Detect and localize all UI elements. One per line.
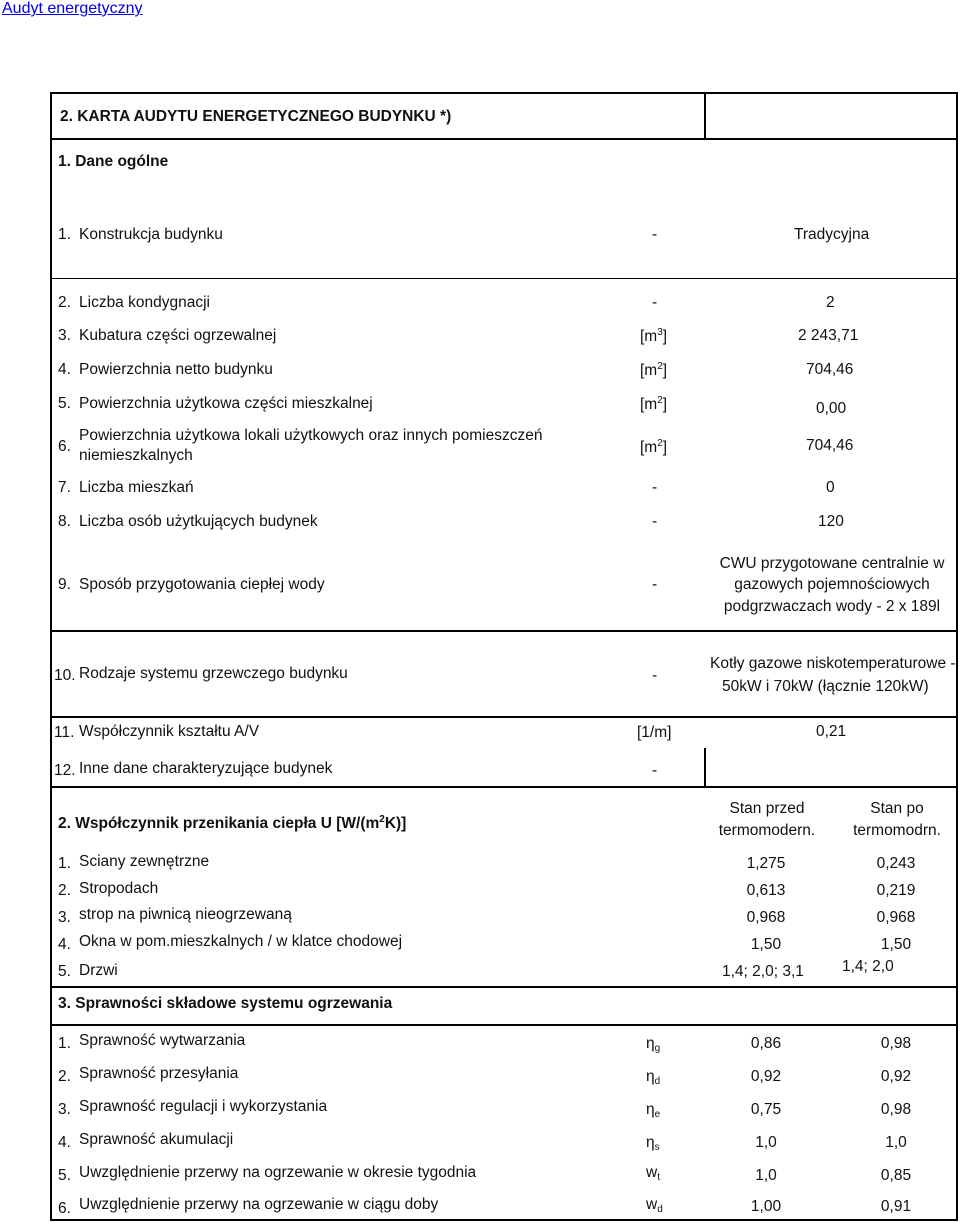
row-label: Sprawność przesyłania [79, 1065, 239, 1082]
unit-sup: 2 [657, 438, 663, 449]
rule [706, 92, 958, 94]
rule [50, 986, 958, 988]
row-label: Liczba osób użytkujących budynek [79, 513, 318, 530]
unit-end: ] [662, 362, 668, 379]
row-unit: - [652, 667, 658, 684]
symbol-sub: g [654, 1043, 661, 1054]
row-unit: - [652, 479, 658, 496]
row-symbol [646, 1164, 660, 1184]
row-number: 3. [58, 909, 71, 926]
row-unit: - [652, 576, 658, 593]
value-after: 0,98 [880, 1035, 912, 1052]
row-unit: - [652, 513, 658, 530]
row-unit [640, 327, 667, 346]
row-number: 2. [58, 882, 71, 899]
unit-sup: 3 [657, 327, 663, 338]
row-unit: - [652, 226, 658, 243]
heading-sup: 2 [379, 814, 385, 825]
rule [50, 630, 958, 632]
value-before: 0,968 [746, 909, 786, 926]
symbol: w [646, 1196, 658, 1213]
row-number: 6. [58, 438, 71, 455]
row-label: Sciany zewnętrzne [79, 853, 210, 870]
value-after: 1,0 [885, 1134, 907, 1151]
row-label: Kubatura części ogrzewalnej [79, 327, 277, 344]
col-header-after: Stan po [870, 800, 924, 817]
rule [50, 278, 958, 279]
row-label: Powierzchnia użytkowa części mieszkalnej [79, 395, 373, 412]
row-number: 12. [54, 762, 76, 779]
row-label: Drzwi [79, 962, 118, 979]
value-after: 0,968 [876, 909, 916, 926]
row-symbol [646, 1068, 660, 1088]
row-number: 10. [54, 667, 76, 684]
row-number: 5. [58, 395, 71, 412]
rule [704, 92, 706, 140]
row-value: Tradycyjna [794, 226, 870, 243]
row-label: Powierzchnia netto budynku [79, 361, 273, 378]
row-value: 0 [826, 479, 835, 496]
symbol: η [646, 1035, 655, 1052]
row-value: 120 [818, 513, 844, 530]
value-before: 0,92 [750, 1068, 782, 1085]
general-heading: 1. Dane ogólne [58, 153, 169, 170]
rule [50, 716, 958, 718]
symbol: η [646, 1134, 655, 1151]
row-unit [640, 395, 667, 414]
value-before: 1,0 [755, 1167, 777, 1184]
value-before: 1,50 [750, 936, 782, 953]
row-number: 2. [58, 1068, 71, 1085]
row-label: Rodzaje systemu grzewczego budynku [79, 665, 348, 682]
symbol-sub: d [657, 1204, 663, 1215]
u-section-heading [58, 814, 406, 833]
value-after: 1,50 [880, 936, 912, 953]
row-number: 1. [58, 1035, 71, 1052]
unit-end: ] [662, 328, 668, 345]
row-number: 6. [58, 1200, 71, 1217]
rule [50, 1024, 958, 1026]
row-unit: - [652, 762, 658, 779]
value-after: 0,219 [876, 882, 916, 899]
value-after: 0,98 [880, 1101, 912, 1118]
row-symbol [646, 1035, 660, 1055]
value-after: 1,4; 2,0 [842, 958, 894, 975]
heading-base: 2. Współczynnik przenikania ciepła U [W/(m [58, 815, 380, 832]
row-label: Sprawność regulacji i wykorzystania [79, 1098, 328, 1115]
row-value: CWU przygotowane centralnie w [719, 555, 945, 572]
symbol-sub: s [654, 1142, 660, 1153]
row-number: 1. [58, 226, 71, 243]
row-label: Sprawność akumulacji [79, 1131, 234, 1148]
header-link[interactable]: Audyt energetyczny [2, 0, 143, 17]
rule [50, 786, 958, 788]
unit-sup: 2 [657, 395, 663, 406]
row-label: Inne dane charakteryzujące budynek [79, 760, 333, 777]
row-label: Uwzględnienie przerwy na ogrzewanie w okresie tygodnia [79, 1164, 477, 1181]
row-label: Powierzchnia użytkowa lokali użytkowych oraz innych pomieszczeń [79, 427, 543, 444]
row-symbol [646, 1196, 663, 1216]
row-value: podgrzwaczach wody - 2 x 189l [723, 598, 941, 615]
row-unit [640, 438, 667, 457]
col-header-after: termomodrn. [853, 822, 941, 839]
card-title: 2. KARTA AUDYTU ENERGETYCZNEGO BUDYNKU *) [60, 108, 452, 125]
row-value: 50kW i 70kW (łącznie 120kW) [722, 678, 929, 695]
row-label: Konstrukcja budynku [79, 226, 223, 243]
heading-end: K)] [384, 815, 407, 832]
row-number: 11. [54, 724, 75, 741]
row-number: 3. [58, 1101, 71, 1118]
row-number: 4. [58, 1134, 71, 1151]
value-before: 0,75 [750, 1101, 782, 1118]
row-value: 2 [826, 294, 835, 311]
row-label: Stropodach [79, 880, 159, 897]
value-before: 1,0 [755, 1134, 777, 1151]
row-value: 0,21 [816, 723, 847, 740]
unit-end: ] [662, 396, 668, 413]
row-label: Okna w pom.mieszkalnych / w klatce chodowej [79, 933, 403, 950]
row-number: 5. [58, 963, 71, 980]
value-before: 1,4; 2,0; 3,1 [722, 963, 804, 980]
row-label: niemieszkalnych [79, 447, 193, 464]
row-value: 704,46 [806, 361, 854, 378]
rule [50, 92, 706, 94]
value-before: 1,00 [750, 1198, 782, 1215]
value-after: 0,243 [876, 855, 916, 872]
eff-section-heading: 3. Sprawności składowe systemu ogrzewania [58, 995, 393, 1012]
row-symbol [646, 1101, 660, 1121]
unit-base: [m [640, 439, 658, 456]
row-number: 4. [58, 936, 71, 953]
row-label: Sprawność wytwarzania [79, 1032, 246, 1049]
symbol: η [646, 1101, 655, 1118]
symbol-sub: d [654, 1076, 661, 1087]
value-after: 0,92 [880, 1068, 912, 1085]
unit-base: [m [640, 362, 658, 379]
row-value: gazowych pojemnościowych [734, 576, 930, 593]
rule [50, 138, 958, 140]
symbol-sub: e [654, 1109, 661, 1120]
value-after: 0,85 [880, 1167, 912, 1184]
rule [704, 748, 706, 788]
row-number: 1. [58, 855, 71, 872]
row-label: Współczynnik kształtu A/V [79, 723, 260, 740]
row-unit: [1/m] [637, 724, 672, 741]
value-before: 0,613 [746, 882, 786, 899]
symbol: η [646, 1068, 655, 1085]
row-number: 3. [58, 327, 71, 344]
unit-base: [m [640, 328, 658, 345]
row-label: Uwzględnienie przerwy na ogrzewanie w ciągu doby [79, 1196, 439, 1213]
unit-end: ] [662, 439, 668, 456]
row-number: 7. [58, 479, 71, 496]
row-label: Liczba mieszkań [79, 479, 194, 496]
row-label: strop na piwnicą nieogrzewaną [79, 906, 292, 923]
unit-base: [m [640, 396, 658, 413]
row-label: Liczba kondygnacji [79, 294, 210, 311]
row-number: 4. [58, 361, 71, 378]
row-value: Kotły gazowe niskotemperaturowe - [710, 655, 956, 672]
row-unit: - [652, 294, 658, 311]
row-unit [640, 361, 667, 380]
row-value: 2 243,71 [798, 327, 859, 344]
row-number: 5. [58, 1167, 71, 1184]
value-before: 0,86 [750, 1035, 782, 1052]
row-number: 9. [58, 576, 71, 593]
unit-sup: 2 [657, 361, 663, 372]
row-symbol [646, 1134, 660, 1154]
symbol: w [646, 1164, 658, 1181]
row-label: Sposób przygotowania ciepłej wody [79, 576, 325, 593]
row-value: 704,46 [806, 437, 854, 454]
col-header-before: Stan przed [729, 800, 805, 817]
col-header-before: termomodern. [718, 822, 816, 839]
row-value: 0,00 [816, 400, 847, 417]
row-number: 2. [58, 294, 71, 311]
value-after: 0,91 [880, 1198, 912, 1215]
value-before: 1,275 [746, 855, 786, 872]
symbol-sub: t [657, 1172, 660, 1183]
row-number: 8. [58, 513, 71, 530]
